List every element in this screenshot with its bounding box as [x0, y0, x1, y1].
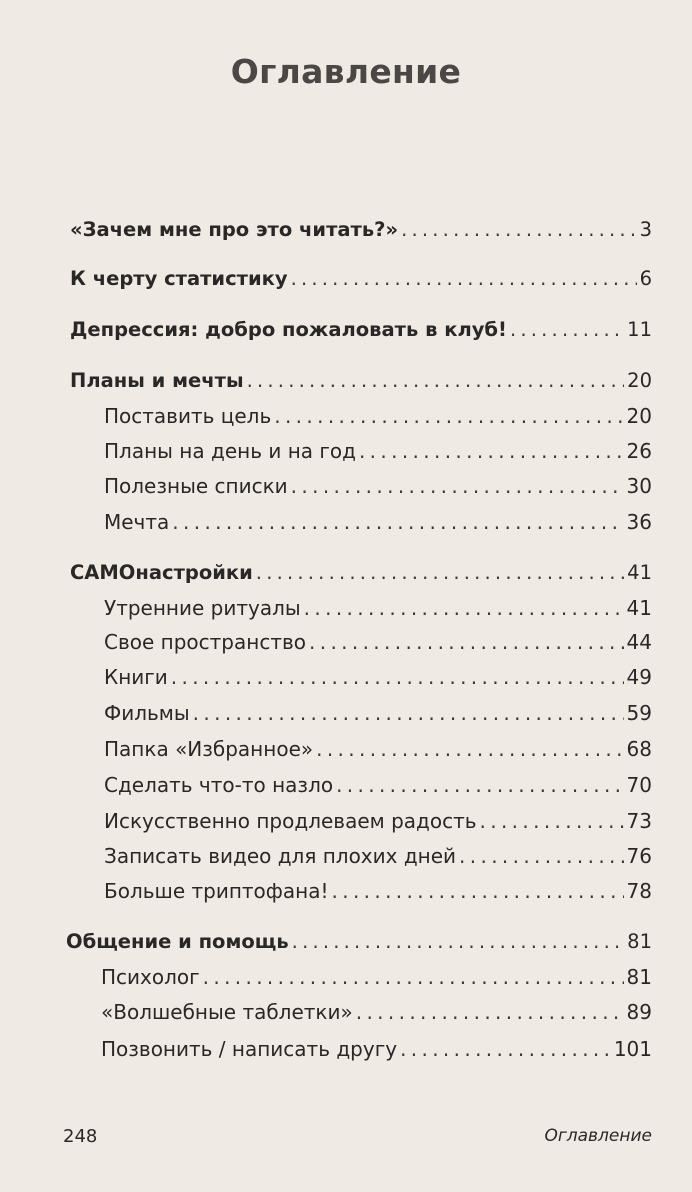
toc-subentry: [104, 471, 652, 501]
toc-entry-title: Папка «Избранное»: [104, 737, 314, 761]
toc-entry-title: Планы и мечты: [70, 369, 244, 392]
toc-entry: [70, 366, 652, 396]
toc-entry-title: Планы на день и на год: [104, 439, 356, 463]
toc-entry-title: САМОнастройки: [70, 561, 253, 584]
toc-entry: [70, 215, 652, 245]
toc-entry: [70, 264, 652, 294]
toc-entry-title: Психолог: [101, 965, 200, 989]
toc-subentry: [104, 770, 652, 800]
toc-subentry: [104, 436, 652, 466]
page-title: Оглавление: [230, 52, 462, 91]
toc-entry-title: Общение и помощь: [66, 930, 289, 953]
toc-entry-page: 73: [626, 809, 652, 833]
toc-entry-title: Сделать что-то назло: [104, 773, 334, 797]
toc-entry-title: К черту статистику: [70, 267, 288, 290]
toc-subentry: [101, 1034, 652, 1064]
toc-subentry: [101, 997, 652, 1027]
toc-entry-page: 20: [626, 404, 652, 428]
toc-entry-page: 44: [626, 630, 652, 654]
toc-subentry: [104, 662, 652, 692]
toc-entry-page: 70: [626, 773, 652, 797]
toc-entry-page: 11: [627, 318, 652, 341]
toc-entry-title: Больше триптофана!: [104, 879, 329, 903]
toc-entry-page: 26: [626, 439, 652, 463]
toc-entry: [70, 315, 652, 345]
toc-entry-page: 6: [639, 267, 652, 290]
toc-entry-title: Записать видео для плохих дней: [104, 844, 457, 868]
toc-subentry: [104, 806, 652, 836]
toc-subentry: [104, 401, 652, 431]
toc-subentry: [104, 698, 652, 728]
toc-entry-page: 68: [626, 737, 652, 761]
toc-entry-page: 101: [613, 1037, 652, 1061]
toc-entry-page: 49: [626, 665, 652, 689]
toc-entry-title: Поставить цель: [104, 404, 272, 428]
toc-subentry: [104, 876, 652, 906]
toc-entry-page: 89: [626, 1000, 652, 1024]
toc-entry-title: Свое пространство: [104, 630, 307, 654]
toc-entry-page: 78: [626, 879, 652, 903]
toc-entry-title: Позвонить / написать другу: [101, 1037, 398, 1061]
toc-entry-page: 41: [626, 596, 652, 620]
toc-entry-page: 81: [626, 965, 652, 989]
toc-entry-title: Полезные списки: [104, 474, 288, 498]
toc-entry-page: 3: [639, 218, 652, 241]
toc-entry-page: 41: [627, 561, 652, 584]
toc-entry-page: 59: [626, 701, 652, 725]
toc-subentry: [104, 627, 652, 657]
toc-entry-page: 76: [626, 844, 652, 868]
page-number: 248: [63, 1126, 98, 1147]
toc-entry-title: Книги: [104, 665, 168, 689]
toc-subentry: [104, 507, 652, 537]
toc-entry: [66, 927, 652, 957]
toc-entry-title: Фильмы: [104, 701, 190, 725]
toc-subentry: [104, 841, 652, 871]
toc-entry-title: «Зачем мне про это читать?»: [70, 218, 399, 241]
toc-entry-title: «Волшебные таблетки»: [101, 1000, 353, 1024]
toc-subentry: [101, 962, 652, 992]
toc-entry-page: 36: [626, 510, 652, 534]
running-footer: Оглавление: [544, 1126, 652, 1146]
toc-entry-page: 81: [627, 930, 652, 953]
toc-entry-title: Депрессия: добро пожаловать в клуб!: [70, 318, 507, 341]
toc-entry-title: Искусственно продлеваем радость: [104, 809, 477, 833]
toc-subentry: [104, 734, 652, 764]
toc-entry-title: Утренние ритуалы: [104, 596, 301, 620]
toc-entry-title: Мечта: [104, 510, 170, 534]
toc-entry-page: 20: [627, 369, 652, 392]
toc-entry-page: 30: [626, 474, 652, 498]
toc-entry: [70, 558, 652, 588]
toc-subentry: [104, 593, 652, 623]
